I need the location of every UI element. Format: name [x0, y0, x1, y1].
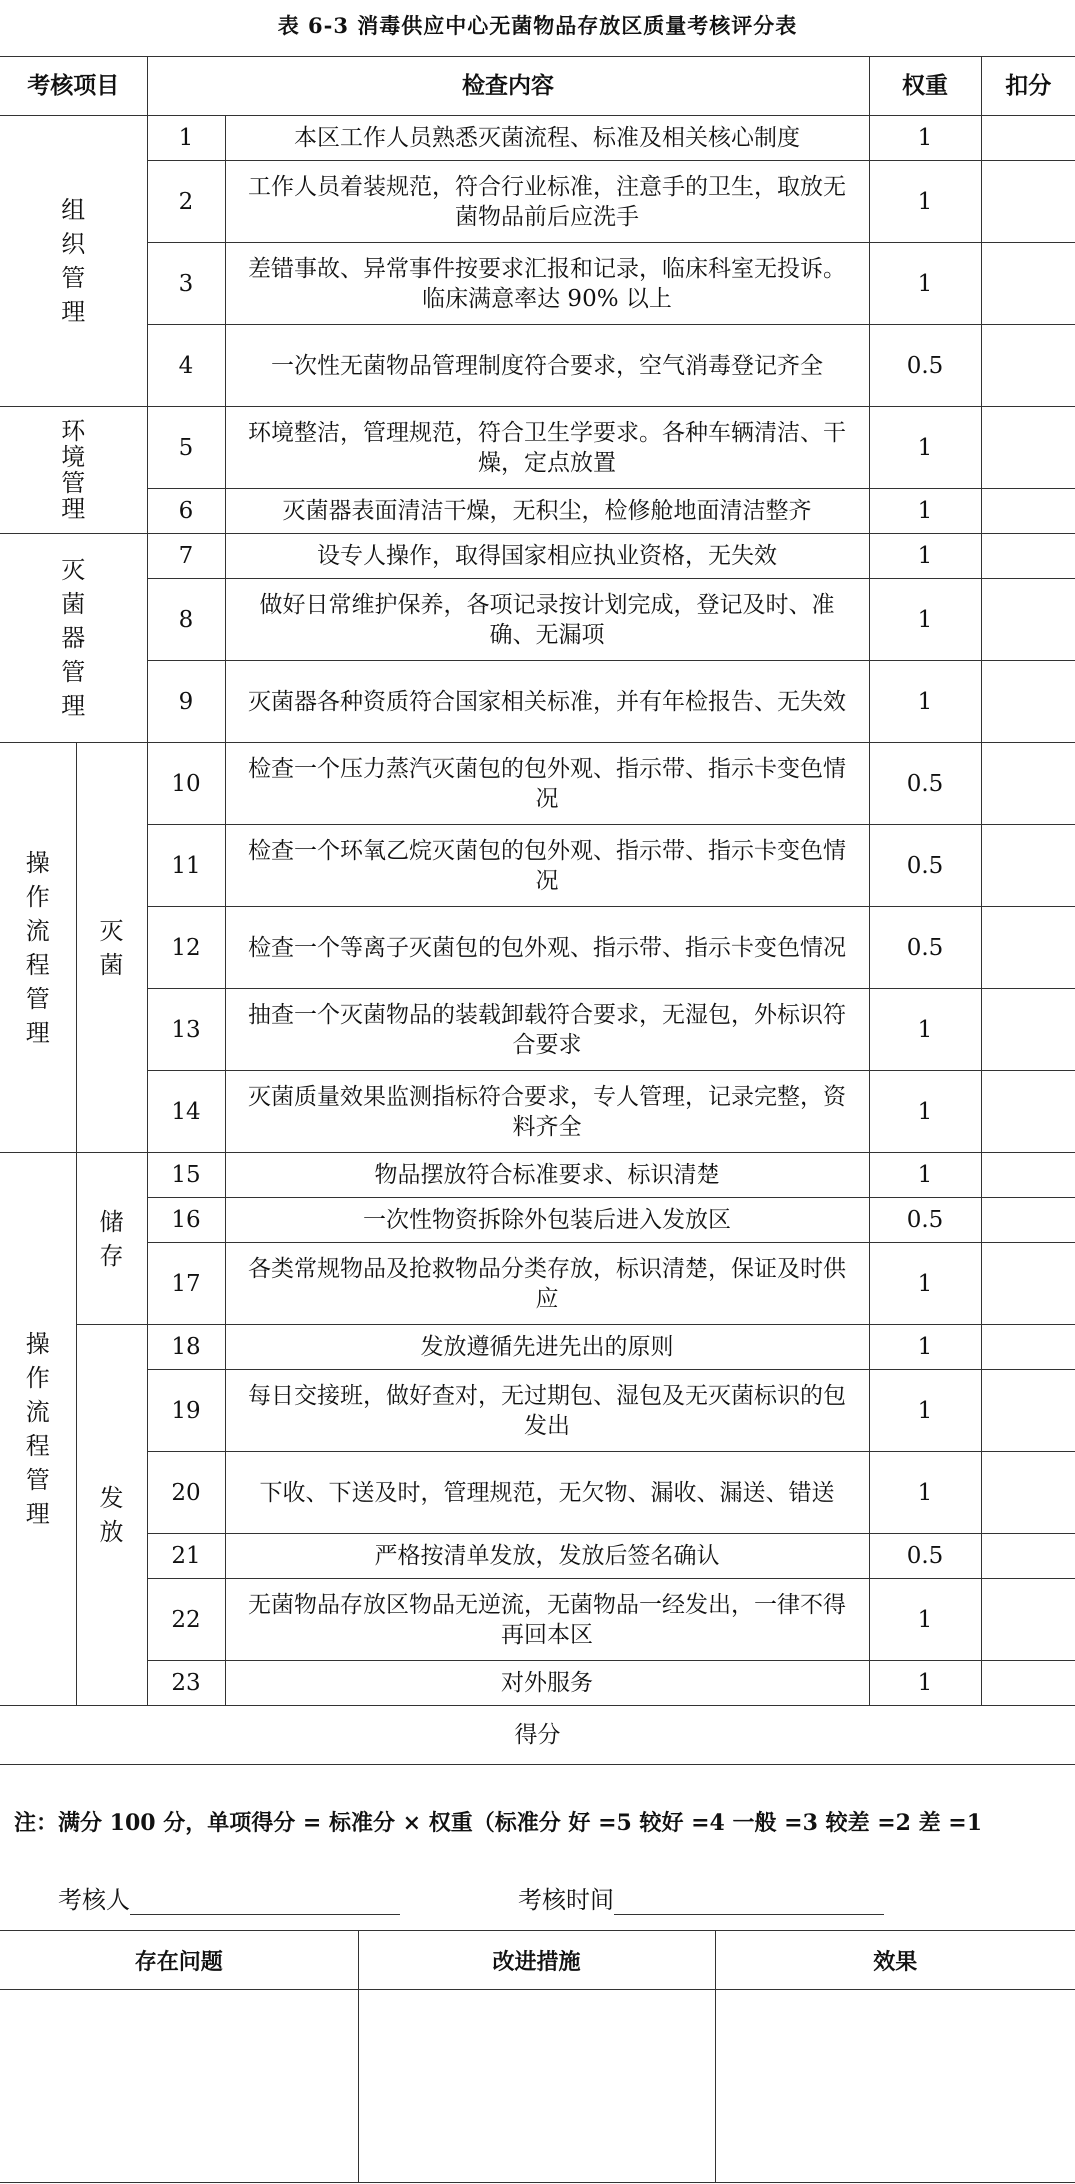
row-deduction-cell[interactable] [981, 243, 1075, 325]
subcategory-label: 灭菌 [99, 916, 124, 979]
category-label: 环境管理 [61, 417, 86, 523]
row-content: 检查一个压力蒸汽灭菌包的包外观、指示带、指示卡变色情况 [225, 743, 869, 825]
problems-cell[interactable] [0, 1990, 358, 2183]
subcategory-label: 储存 [99, 1207, 124, 1270]
table-row [0, 407, 1075, 489]
header-category: 考核项目 [0, 57, 147, 116]
row-deduction-cell[interactable] [981, 661, 1075, 743]
row-number: 23 [147, 1661, 225, 1706]
header-measures: 改进措施 [358, 1931, 715, 1990]
row-number: 8 [147, 579, 225, 661]
assessor-label: 考核人 [58, 1886, 130, 1914]
row-deduction-cell[interactable] [981, 1153, 1075, 1198]
row-deduction-cell[interactable] [981, 1243, 1075, 1325]
category-env [0, 407, 147, 534]
row-weight: 1 [869, 161, 981, 243]
row-weight: 0.5 [869, 907, 981, 989]
row-weight: 0.5 [869, 743, 981, 825]
table-row [0, 907, 1075, 989]
row-content: 工作人员着装规范，符合行业标准，注意手的卫生，取放无菌物品前后应洗手 [225, 161, 869, 243]
row-number: 22 [147, 1579, 225, 1661]
row-weight: 1 [869, 1579, 981, 1661]
header-content: 检查内容 [147, 57, 869, 116]
table-title: 表 6-3 消毒供应中心无菌物品存放区质量考核评分表 [277, 13, 798, 38]
row-number: 1 [147, 116, 225, 161]
row-content: 物品摆放符合标准要求、标识清楚 [225, 1153, 869, 1198]
row-deduction-cell[interactable] [981, 825, 1075, 907]
table-row [0, 661, 1075, 743]
row-content: 发放遵循先进先出的原则 [225, 1325, 869, 1370]
row-content: 一次性物资拆除外包装后进入发放区 [225, 1198, 869, 1243]
row-weight: 1 [869, 489, 981, 534]
row-number: 15 [147, 1153, 225, 1198]
row-weight: 1 [869, 1325, 981, 1370]
row-number: 6 [147, 489, 225, 534]
row-deduction-cell[interactable] [981, 579, 1075, 661]
table-row [0, 1153, 1075, 1198]
row-deduction-cell[interactable] [981, 407, 1075, 489]
header-deduction: 扣分 [981, 57, 1075, 116]
row-number: 16 [147, 1198, 225, 1243]
row-weight: 1 [869, 661, 981, 743]
row-content: 检查一个等离子灭菌包的包外观、指示带、指示卡变色情况 [225, 907, 869, 989]
row-number: 2 [147, 161, 225, 243]
row-number: 18 [147, 1325, 225, 1370]
header-row [0, 57, 1075, 116]
row-deduction-cell[interactable] [981, 1071, 1075, 1153]
improvement-header-row [0, 1931, 1075, 1990]
table-row [0, 116, 1075, 161]
score-label: 得分 [0, 1706, 1075, 1765]
category-label: 操作流程管理 [25, 1330, 50, 1528]
row-content: 设专人操作，取得国家相应执业资格，无失效 [225, 534, 869, 579]
row-deduction-cell[interactable] [981, 489, 1075, 534]
row-content: 灭菌器表面清洁干燥，无积尘，检修舱地面清洁整齐 [225, 489, 869, 534]
improvement-body-row [0, 1990, 1075, 2183]
improvement-table [0, 1930, 1075, 2183]
row-deduction-cell[interactable] [981, 325, 1075, 407]
row-number: 13 [147, 989, 225, 1071]
table-row [0, 534, 1075, 579]
row-number: 9 [147, 661, 225, 743]
row-number: 4 [147, 325, 225, 407]
row-content: 无菌物品存放区物品无逆流，无菌物品一经发出，一律不得再回本区 [225, 1579, 869, 1661]
category-op1 [0, 743, 76, 1153]
category-label: 组织管理 [61, 196, 86, 326]
row-deduction-cell[interactable] [981, 907, 1075, 989]
row-number: 19 [147, 1370, 225, 1452]
row-weight: 1 [869, 1071, 981, 1153]
row-content: 抽查一个灭菌物品的装载卸载符合要求，无湿包，外标识符合要求 [225, 989, 869, 1071]
category-org [0, 116, 147, 407]
row-content: 严格按清单发放，发放后签名确认 [225, 1534, 869, 1579]
table-row [0, 1243, 1075, 1325]
row-deduction-cell[interactable] [981, 1534, 1075, 1579]
row-content: 一次性无菌物品管理制度符合要求，空气消毒登记齐全 [225, 325, 869, 407]
header-problems: 存在问题 [0, 1931, 358, 1990]
row-weight: 1 [869, 407, 981, 489]
subcategory-distribution [76, 1325, 147, 1706]
row-content: 灭菌质量效果监测指标符合要求，专人管理，记录完整，资料齐全 [225, 1071, 869, 1153]
table-row [0, 989, 1075, 1071]
row-content: 灭菌器各种资质符合国家相关标准，并有年检报告、无失效 [225, 661, 869, 743]
table-row [0, 1452, 1075, 1534]
table-row [0, 1198, 1075, 1243]
row-deduction-cell[interactable] [981, 1452, 1075, 1534]
table-row [0, 243, 1075, 325]
table-row [0, 743, 1075, 825]
row-weight: 1 [869, 1153, 981, 1198]
row-deduction-cell[interactable] [981, 1370, 1075, 1452]
table-row [0, 579, 1075, 661]
row-weight: 1 [869, 1452, 981, 1534]
row-deduction-cell[interactable] [981, 1325, 1075, 1370]
measures-cell[interactable] [358, 1990, 715, 2183]
row-weight: 1 [869, 1370, 981, 1452]
row-content: 本区工作人员熟悉灭菌流程、标准及相关核心制度 [225, 116, 869, 161]
row-content: 各类常规物品及抢救物品分类存放，标识清楚，保证及时供应 [225, 1243, 869, 1325]
row-deduction-cell[interactable] [981, 116, 1075, 161]
table-row [0, 161, 1075, 243]
table-row [0, 1579, 1075, 1661]
assess-time-label: 考核时间 [518, 1886, 614, 1914]
assessment-table [0, 56, 1075, 1765]
row-number: 3 [147, 243, 225, 325]
row-content: 做好日常维护保养，各项记录按计划完成，登记及时、准确、无漏项 [225, 579, 869, 661]
row-content: 每日交接班，做好查对，无过期包、湿包及无灭菌标识的包发出 [225, 1370, 869, 1452]
row-deduction-cell[interactable] [981, 534, 1075, 579]
assessor-blank[interactable] [130, 1886, 400, 1915]
row-weight: 1 [869, 243, 981, 325]
row-weight: 1 [869, 534, 981, 579]
row-deduction-cell[interactable] [981, 989, 1075, 1071]
row-content: 对外服务 [225, 1661, 869, 1706]
table-row [0, 325, 1075, 407]
row-weight: 1 [869, 1243, 981, 1325]
row-number: 10 [147, 743, 225, 825]
row-number: 14 [147, 1071, 225, 1153]
table-row [0, 1071, 1075, 1153]
row-weight: 1 [869, 989, 981, 1071]
effect-cell[interactable] [715, 1990, 1075, 2183]
row-weight: 1 [869, 579, 981, 661]
row-content: 下收、下送及时，管理规范，无欠物、漏收、漏送、错送 [225, 1452, 869, 1534]
row-weight: 1 [869, 116, 981, 161]
scoring-note: 注：满分 100 分，单项得分 = 标准分 × 权重（标准分 好 =5 较好 =4 一般 =3 较差 =2 差 =1 [14, 1810, 983, 1836]
category-label: 灭菌器管理 [61, 556, 86, 720]
row-number: 17 [147, 1243, 225, 1325]
subcategory-storage [76, 1153, 147, 1325]
row-number: 5 [147, 407, 225, 489]
row-number: 7 [147, 534, 225, 579]
row-weight: 0.5 [869, 325, 981, 407]
row-number: 20 [147, 1452, 225, 1534]
row-deduction-cell[interactable] [981, 1661, 1075, 1706]
row-weight: 0.5 [869, 1198, 981, 1243]
table-row [0, 1325, 1075, 1370]
row-deduction-cell[interactable] [981, 743, 1075, 825]
row-deduction-cell[interactable] [981, 1579, 1075, 1661]
row-deduction-cell[interactable] [981, 161, 1075, 243]
table-row [0, 1370, 1075, 1452]
table-row [0, 489, 1075, 534]
subcategory-sterilize [76, 743, 147, 1153]
row-weight: 1 [869, 1661, 981, 1706]
row-number: 21 [147, 1534, 225, 1579]
row-content: 检查一个环氧乙烷灭菌包的包外观、指示带、指示卡变色情况 [225, 825, 869, 907]
header-effect: 效果 [715, 1931, 1075, 1990]
assess-time-blank[interactable] [614, 1886, 884, 1915]
score-row [0, 1706, 1075, 1765]
row-deduction-cell[interactable] [981, 1198, 1075, 1243]
category-sterilizer [0, 534, 147, 743]
row-number: 12 [147, 907, 225, 989]
header-weight: 权重 [869, 57, 981, 116]
table-row [0, 825, 1075, 907]
row-weight: 0.5 [869, 1534, 981, 1579]
assess-time-field [518, 1880, 884, 1915]
table-row [0, 1534, 1075, 1579]
category-op2 [0, 1153, 76, 1706]
row-content: 差错事故、异常事件按要求汇报和记录，临床科室无投诉。临床满意率达 90% 以上 [225, 243, 869, 325]
subcategory-label: 发放 [99, 1484, 124, 1546]
row-number: 11 [147, 825, 225, 907]
assessor-field [58, 1880, 400, 1915]
row-content: 环境整洁，管理规范，符合卫生学要求。各种车辆清洁、干燥，定点放置 [225, 407, 869, 489]
row-weight: 0.5 [869, 825, 981, 907]
table-row [0, 1661, 1075, 1706]
category-label: 操作流程管理 [25, 848, 50, 1047]
